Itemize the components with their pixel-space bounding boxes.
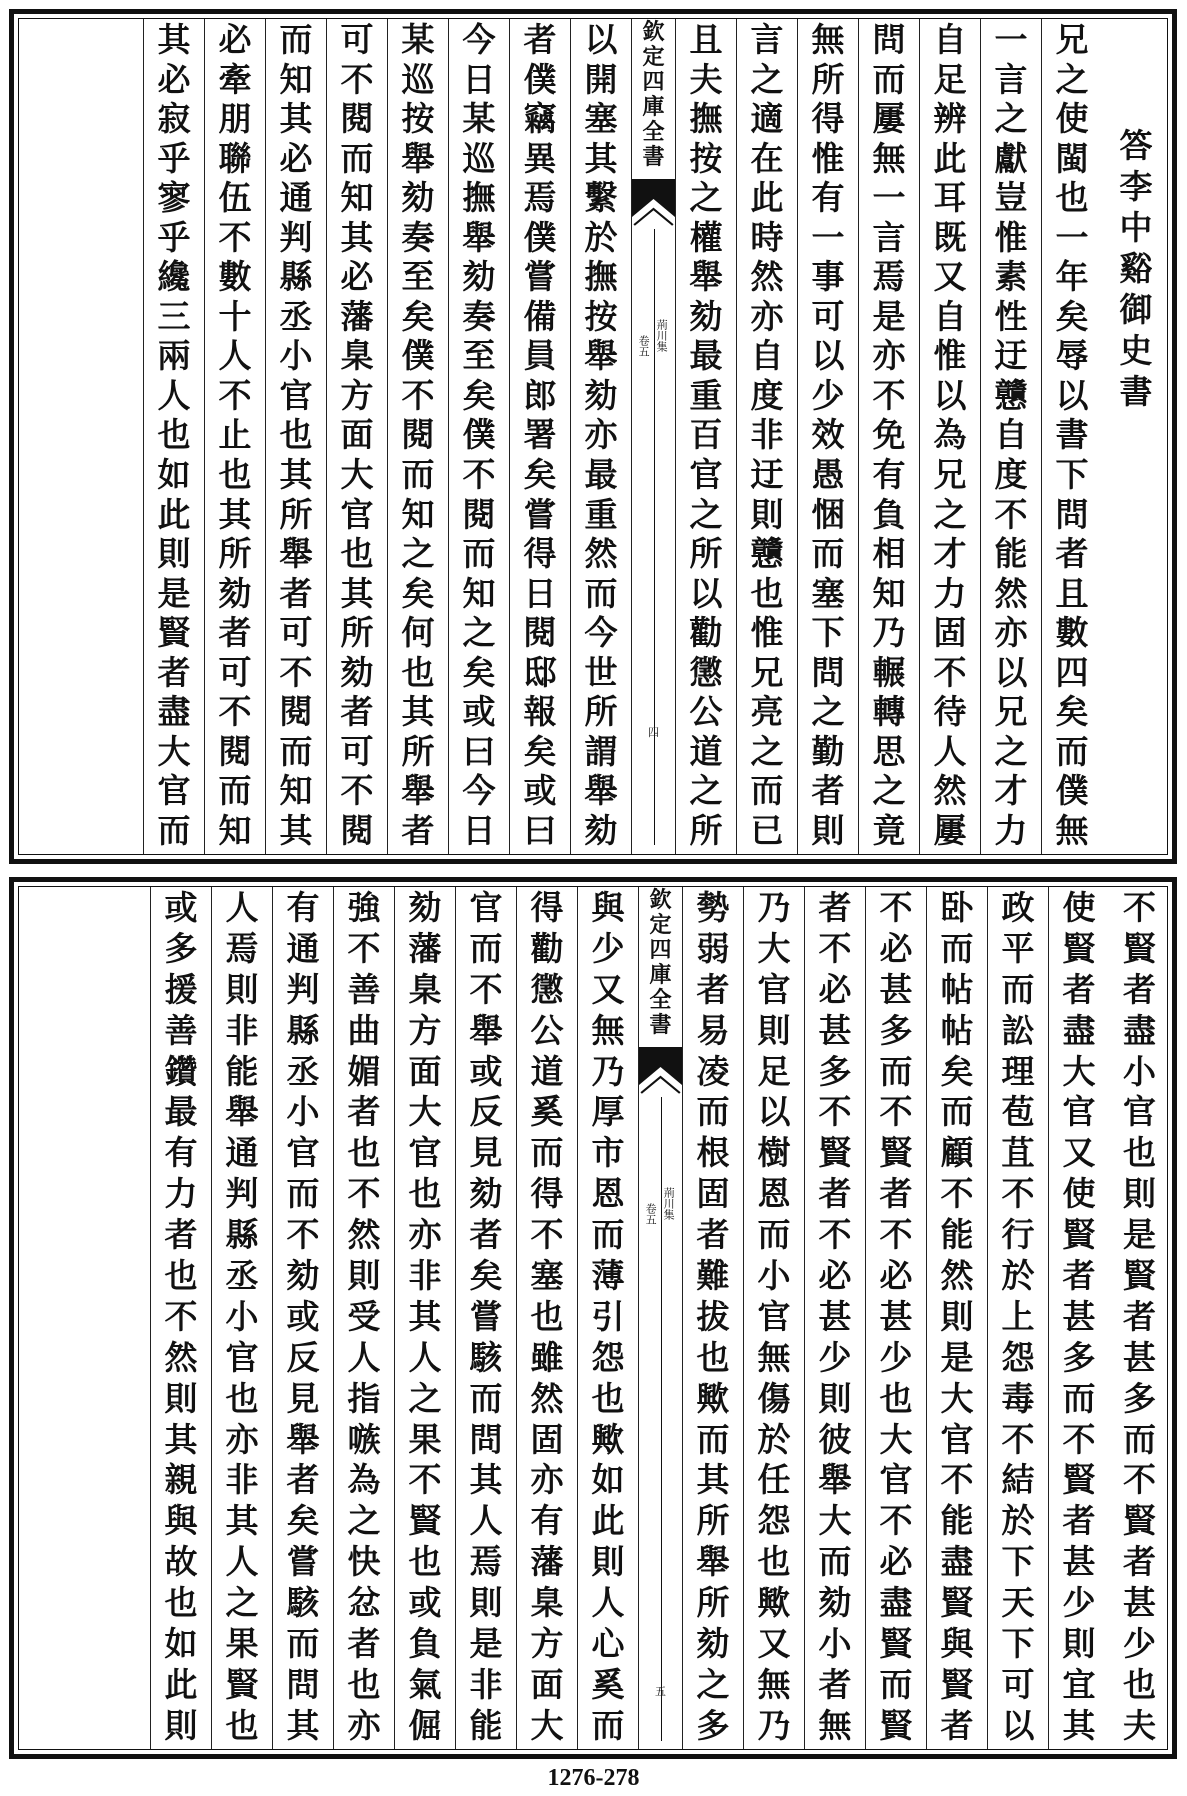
page-number: 五 — [655, 1685, 666, 1698]
center-margin-column — [631, 19, 675, 854]
bottom-page-frame — [18, 886, 1168, 1750]
text-column: 不 必 甚 多 而 不 賢 者 不 必 甚 少 也 大 官 不 必 盡 賢 而 賢 — [865, 887, 926, 1749]
text-column: 使 賢 者 盡 大 官 又 使 賢 者 甚 多 而 不 賢 者 甚 少 則 宜 其 — [1048, 887, 1109, 1749]
top-page-frame — [18, 18, 1168, 855]
text-column: 者 不 必 甚 多 不 賢 者 不 必 甚 少 則 彼 舉 大 而 劾 小 者 無 — [804, 887, 865, 1749]
text-column: 且 夫 撫 按 之 權 舉 劾 最 重 百 官 之 所 以 勸 懲 公 道 之 所 — [675, 19, 736, 854]
text-column: 不 賢 者 盡 小 官 也 則 是 賢 者 甚 多 而 不 賢 者 甚 少 也 夫 — [1123, 888, 1156, 1745]
juan-number: 卷五 — [637, 335, 651, 357]
text-column: 劾 藩 臬 方 面 大 官 也 亦 非 其 人 之 果 不 賢 也 或 負 氣 倔 — [394, 887, 455, 1749]
center-margin-column — [638, 887, 682, 1749]
text-column: 問 而 屢 無 一 言 焉 是 亦 不 免 有 負 相 知 乃 輾 轉 思 之 竟 — [858, 19, 919, 854]
text-column: 一 言 之 獻 豈 惟 素 性 迂 戇 自 度 不 能 然 亦 以 兄 之 才 力 — [980, 19, 1041, 854]
text-column: 其 必 寂 乎 寥 乎 纔 三 兩 人 也 如 此 則 是 賢 者 盡 大 官 而 — [143, 19, 204, 854]
text-column: 某 巡 按 舉 劾 奏 至 矣 僕 不 閱 而 知 之 矣 何 也 其 所 舉 者 — [387, 19, 448, 854]
text-column: 卧 而 帖 帖 矣 而 顧 不 能 然 則 是 大 官 不 能 盡 賢 與 賢 者 — [926, 887, 987, 1749]
text-column: 無 所 得 惟 有 一 事 可 以 少 效 愚 悃 而 塞 下 問 之 勤 者 則 — [797, 19, 858, 854]
fishtail-mark — [639, 1047, 682, 1099]
text-column: 者 僕 竊 異 焉 僕 嘗 備 員 郎 署 矣 嘗 得 日 閱 邸 報 矣 或 曰 — [509, 19, 570, 854]
top-page — [9, 9, 1177, 864]
text-column: 政 平 而 訟 理 苞 苴 不 行 於 上 怨 毒 不 結 於 下 天 下 可 以 — [987, 887, 1048, 1749]
text-column: 言 之 適 在 此 時 然 亦 自 度 非 迂 則 戇 也 惟 兄 亮 之 而 已 — [736, 19, 797, 854]
text-column: 可 不 閱 而 知 其 必 藩 臬 方 面 大 官 也 其 所 劾 者 可 不 閱 — [326, 19, 387, 854]
text-column: 自 足 辨 此 耳 既 又 自 惟 以 為 兄 之 才 力 固 不 待 人 然 屢 — [919, 19, 980, 854]
text-column: 與 少 又 無 乃 厚 市 恩 而 薄 引 怨 也 歟 如 此 則 人 心 奚 而 — [577, 887, 638, 1749]
juan-number: 卷五 — [644, 1203, 658, 1225]
page-number: 四 — [648, 726, 659, 739]
text-column: 強 不 善 曲 媚 者 也 不 然 則 受 人 指 嗾 為 之 快 忿 者 也 亦 — [333, 887, 394, 1749]
bottom-page — [9, 877, 1177, 1759]
book-header: 欽 定 四 庫 全 書 — [642, 19, 665, 170]
text-column: 官 而 不 舉 或 反 見 劾 者 矣 嘗 駭 而 問 其 人 焉 則 是 非 能 — [455, 887, 516, 1749]
text-column: 有 通 判 縣 丞 小 官 而 不 劾 或 反 見 舉 者 矣 嘗 駭 而 問 其 — [272, 887, 333, 1749]
book-header: 欽 定 四 庫 全 書 — [649, 887, 672, 1038]
text-column: 人 焉 則 非 能 舉 通 判 縣 丞 小 官 也 亦 非 其 人 之 果 賢 也 — [211, 887, 272, 1749]
text-column: 必 牽 朋 聯 伍 不 數 十 人 不 止 也 其 所 劾 者 可 不 閱 而 知 — [204, 19, 265, 854]
letter-title: 答 李 中 谿 御 史 書 — [1119, 126, 1153, 411]
text-column: 今 日 某 巡 撫 舉 劾 奏 至 矣 僕 不 閱 而 知 之 矣 或 曰 今 日 — [448, 19, 509, 854]
fishtail-mark — [632, 179, 675, 231]
text-column: 得 勸 懲 公 道 奚 而 得 不 塞 也 雖 然 固 亦 有 藩 臬 方 面 大 — [516, 887, 577, 1749]
page-reference-number: 1276-278 — [547, 1765, 640, 1791]
text-column: 兄 之 使 閩 也 一 年 矣 辱 以 書 下 問 者 且 數 四 矣 而 僕 無 — [1041, 19, 1102, 854]
text-column: 而 知 其 必 通 判 縣 丞 小 官 也 其 所 舉 者 可 不 閱 而 知 其 — [265, 19, 326, 854]
text-column: 以 開 塞 其 繫 於 撫 按 舉 劾 亦 最 重 然 而 今 世 所 謂 舉 劾 — [570, 19, 631, 854]
text-column: 乃 大 官 則 足 以 樹 恩 而 小 官 無 傷 於 任 怨 也 歟 又 無 乃 — [743, 887, 804, 1749]
text-column: 或 多 援 善 鑽 最 有 力 者 也 不 然 則 其 親 與 故 也 如 此 則 — [150, 887, 211, 1749]
text-column: 勢 弱 者 易 凌 而 根 固 者 難 拔 也 歟 而 其 所 舉 所 劾 之 多 — [682, 887, 743, 1749]
book-name: 荊川集 — [655, 319, 669, 352]
book-name: 荊川集 — [662, 1187, 676, 1220]
